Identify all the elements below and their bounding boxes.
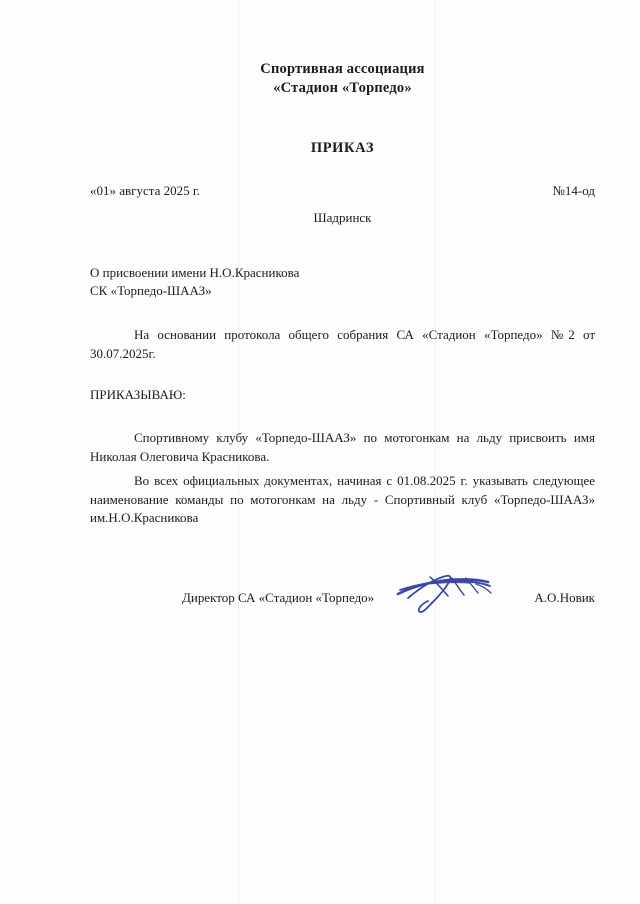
document-number: №14-од xyxy=(552,183,595,198)
order-clauses xyxy=(90,429,595,528)
organization-header xyxy=(90,0,595,98)
document-meta-row xyxy=(90,183,595,199)
document-content xyxy=(90,0,595,606)
document-title: ПРИКАЗ xyxy=(310,140,375,156)
preamble-paragraph: На основании протокола общего собрания СА «Стадион «Торпедо» №2 от 30.07.2025г. xyxy=(90,327,595,361)
document-subject xyxy=(90,264,595,300)
order-clause: Во всех официальных документах, начиная с 01.08.2025 г. указывать следующее наименование команды по мотогонкам на льду - Спортивный клуб «Торпедо-ШААЗ» им.Н.О.Красникова xyxy=(90,473,595,525)
organization-name-line1: Спортивная ассоциация xyxy=(260,61,425,77)
document-city: Шадринск xyxy=(313,210,372,225)
signer-name: А.О.Новик xyxy=(534,589,595,605)
organization-name-line2: «Стадион «Торпедо» xyxy=(273,80,412,96)
signature-row xyxy=(90,590,595,606)
handwritten-signature-icon xyxy=(390,568,502,616)
order-clause: Спортивному клубу «Торпедо-ШААЗ» по мотогонкам на льду присвоить имя Николая Олеговича Красникова. xyxy=(90,430,595,464)
order-keyword: ПРИКАЗЫВАЮ: xyxy=(90,387,186,402)
subject-line2: СК «Торпедо-ШААЗ» xyxy=(90,283,212,298)
document-date: «01» августа 2025 г. xyxy=(90,183,200,198)
signer-position: Директор СА «Стадион «Торпедо» xyxy=(182,589,375,605)
subject-line1: О присвоении имени Н.О.Красникова xyxy=(90,265,300,280)
